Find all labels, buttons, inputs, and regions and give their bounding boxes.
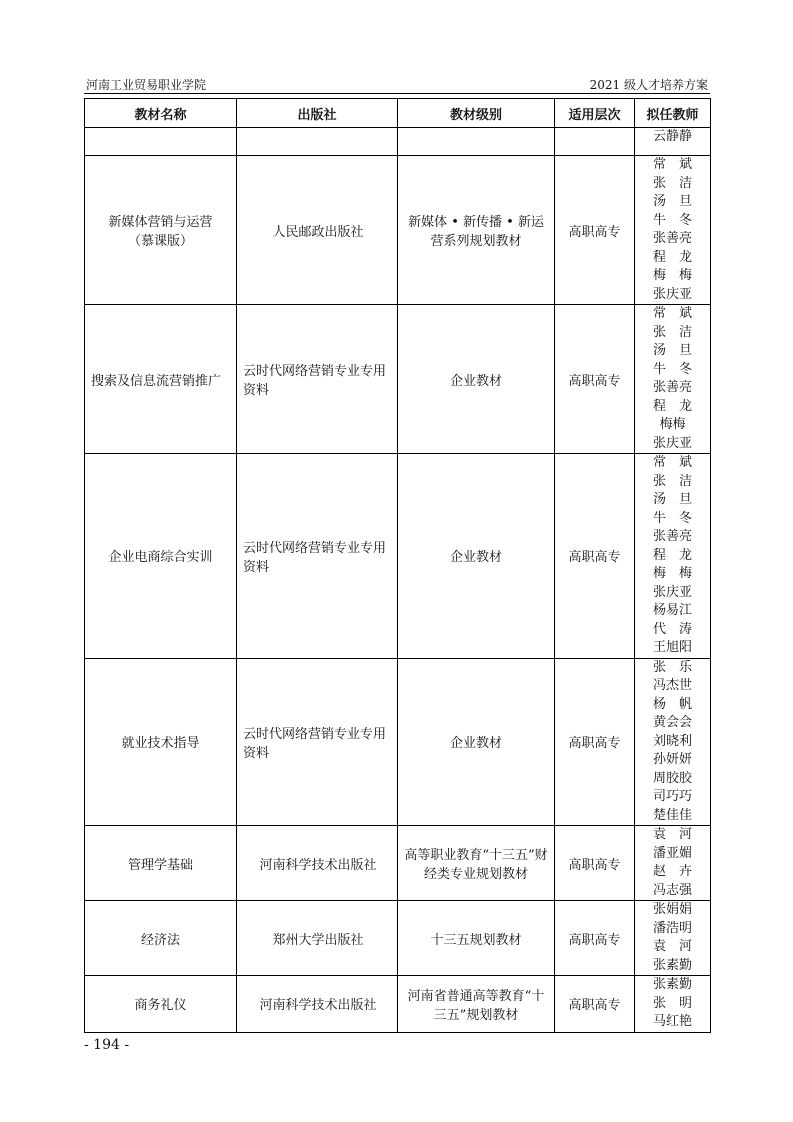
teacher-name: 袁 河 xyxy=(652,939,692,954)
scope-cell: 高职高专 xyxy=(555,826,635,901)
teacher-name: 汤 旦 xyxy=(652,343,692,358)
teacher-name: 马红艳 xyxy=(652,1014,692,1029)
table-row xyxy=(85,901,711,976)
teacher-name: 汤 旦 xyxy=(652,194,692,209)
publisher-cell: 河南科学技术出版社 xyxy=(237,976,398,1033)
name-cell: 管理学基础 xyxy=(85,826,237,901)
teacher-name: 张娟娟 xyxy=(652,902,692,917)
teachers-cell xyxy=(635,826,711,901)
teachers-cell xyxy=(635,658,711,826)
teacher-name: 潘浩明 xyxy=(652,920,692,936)
level-cell: 河南省普通高等教育“十三五”规划教材 xyxy=(398,976,555,1033)
teacher-name: 杨 帆 xyxy=(652,696,692,712)
scope-cell: 高职高专 xyxy=(555,901,635,976)
scope-cell xyxy=(555,128,635,156)
scope-cell: 高职高专 xyxy=(555,976,635,1033)
teacher-name: 张 洁 xyxy=(652,324,692,340)
publisher-cell: 郑州大学出版社 xyxy=(237,901,398,976)
teacher-name: 张善亮 xyxy=(652,529,692,544)
teacher-name: 张庆亚 xyxy=(652,435,692,451)
teacher-name: 冯杰世 xyxy=(652,678,692,693)
teacher-name: 孙妍妍 xyxy=(652,752,692,767)
scope-cell: 高职高专 xyxy=(555,156,635,305)
teacher-name: 常 斌 xyxy=(652,306,692,321)
level-cell: 高等职业教育“十三五”财经类专业规划教材 xyxy=(398,826,555,901)
table-row xyxy=(85,128,711,156)
teacher-name: 常 斌 xyxy=(652,157,692,172)
name-cell xyxy=(85,128,237,156)
teacher-name: 张 乐 xyxy=(652,659,692,675)
teachers-cell xyxy=(635,901,711,976)
publisher-cell: 云时代网络营销专业专用资料 xyxy=(237,454,398,659)
teacher-name: 周胶胶 xyxy=(652,770,692,786)
teacher-name: 袁 河 xyxy=(652,827,692,842)
col-header-scope: 适用层次 xyxy=(555,99,635,128)
plan-title: 2021 级人才培养方案 xyxy=(589,78,708,92)
teacher-name: 梅 梅 xyxy=(652,268,692,283)
teacher-name: 张善亮 xyxy=(652,380,692,395)
teachers-cell xyxy=(635,454,711,659)
level-cell: 新媒体 • 新传播 • 新运营系列规划教材 xyxy=(398,156,555,305)
teacher-name: 张 洁 xyxy=(652,175,692,191)
teachers-cell xyxy=(635,156,711,305)
teacher-name: 程 龙 xyxy=(652,249,692,265)
teacher-name: 牛 冬 xyxy=(652,212,692,228)
publisher-cell: 河南科学技术出版社 xyxy=(237,826,398,901)
col-header-name: 教材名称 xyxy=(85,99,237,128)
table-row xyxy=(85,826,711,901)
page-header xyxy=(84,74,710,94)
table-header-row xyxy=(85,99,711,128)
teacher-name: 汤 旦 xyxy=(652,492,692,507)
teacher-name: 张 明 xyxy=(652,995,692,1011)
teacher-name: 张庆亚 xyxy=(652,584,692,600)
page-number: - 194 - xyxy=(84,1037,130,1053)
level-cell: 企业教材 xyxy=(398,305,555,454)
teacher-name: 楚佳佳 xyxy=(652,807,692,823)
name-line: （慕课版） xyxy=(127,234,193,249)
teacher-name: 牛 冬 xyxy=(652,361,692,377)
teachers-cell xyxy=(635,305,711,454)
teacher-name: 刘晓利 xyxy=(652,733,692,749)
teacher-name: 冯志强 xyxy=(652,882,692,898)
teacher-name: 王旭阳 xyxy=(652,640,692,655)
teacher-name: 代 涛 xyxy=(652,621,692,637)
level-cell: 企业教材 xyxy=(398,658,555,826)
name-cell: 商务礼仪 xyxy=(85,976,237,1033)
teacher-name: 程 龙 xyxy=(652,398,692,414)
teachers-cell xyxy=(635,976,711,1033)
teacher-name: 司巧巧 xyxy=(652,789,692,804)
col-header-level: 教材级别 xyxy=(398,99,555,128)
teacher-name: 张善亮 xyxy=(652,231,692,246)
teachers-cell xyxy=(635,128,711,156)
table-row xyxy=(85,658,711,826)
school-name: 河南工业贸易职业学院 xyxy=(86,78,207,92)
scope-cell: 高职高专 xyxy=(555,658,635,826)
table-row xyxy=(85,156,711,305)
name-cell: 企业电商综合实训 xyxy=(85,454,237,659)
table-row xyxy=(85,454,711,659)
teacher-name: 黄会会 xyxy=(652,715,692,730)
header-rule xyxy=(84,93,710,94)
scope-cell: 高职高专 xyxy=(555,454,635,659)
teacher-name: 梅梅 xyxy=(659,417,686,432)
teacher-name: 云静静 xyxy=(652,129,692,144)
scope-cell: 高职高专 xyxy=(555,305,635,454)
col-header-publisher: 出版社 xyxy=(237,99,398,128)
table-row xyxy=(85,976,711,1033)
publisher-cell: 云时代网络营销专业专用资料 xyxy=(237,305,398,454)
name-cell: 就业技术指导 xyxy=(85,658,237,826)
name-cell xyxy=(85,156,237,305)
teacher-name: 张素勤 xyxy=(652,957,692,973)
teacher-name: 赵 卉 xyxy=(652,864,692,879)
teacher-name: 牛 冬 xyxy=(652,510,692,526)
teacher-name: 张素勤 xyxy=(652,977,692,992)
level-cell xyxy=(398,128,555,156)
level-cell: 企业教材 xyxy=(398,454,555,659)
col-header-teachers: 拟任教师 xyxy=(635,99,711,128)
name-cell: 搜索及信息流营销推广 xyxy=(85,305,237,454)
teacher-name: 张 洁 xyxy=(652,473,692,489)
teacher-name: 潘亚媚 xyxy=(652,845,692,861)
name-cell: 经济法 xyxy=(85,901,237,976)
level-cell: 十三五规划教材 xyxy=(398,901,555,976)
publisher-cell: 人民邮政出版社 xyxy=(237,156,398,305)
table-row xyxy=(85,305,711,454)
teacher-name: 张庆亚 xyxy=(652,286,692,302)
teacher-name: 程 龙 xyxy=(652,547,692,563)
teacher-name: 梅 梅 xyxy=(652,566,692,581)
teacher-name: 杨易江 xyxy=(652,603,692,618)
teacher-name: 常 斌 xyxy=(652,455,692,470)
name-line: 新媒体营销与运营 xyxy=(108,215,213,230)
publisher-cell xyxy=(237,128,398,156)
publisher-cell: 云时代网络营销专业专用资料 xyxy=(237,658,398,826)
textbook-table xyxy=(84,98,711,1033)
